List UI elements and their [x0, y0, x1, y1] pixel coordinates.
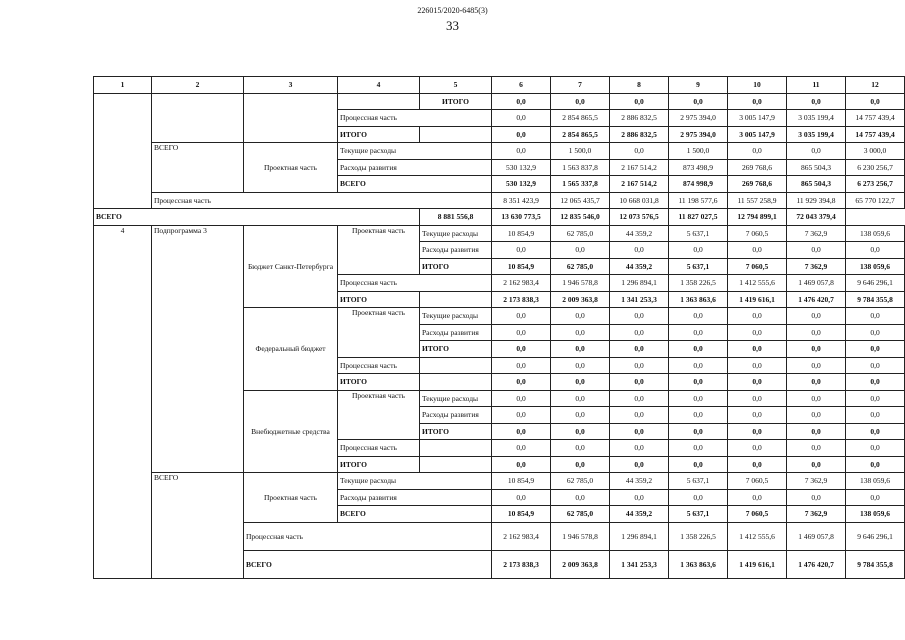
value-cell: 0,0	[492, 308, 551, 325]
value-cell: 0,0	[787, 423, 846, 440]
value-cell: 0,0	[610, 456, 669, 473]
label-dev: Расходы развития	[420, 242, 492, 259]
value-cell: 0,0	[492, 440, 551, 457]
value-cell: 0,0	[492, 93, 551, 110]
column-header: 2	[152, 77, 244, 94]
value-cell: 0,0	[551, 324, 610, 341]
value-cell: 0,0	[492, 242, 551, 259]
empty-cell	[420, 440, 492, 457]
value-cell: 0,0	[787, 308, 846, 325]
value-cell: 269 768,6	[728, 159, 787, 176]
value-cell: 0,0	[492, 489, 551, 506]
value-cell: 0,0	[551, 440, 610, 457]
value-cell: 0,0	[492, 407, 551, 424]
value-cell: 7 060,5	[728, 506, 787, 523]
column-header: 12	[846, 77, 905, 94]
value-cell: 0,0	[728, 440, 787, 457]
label-process: Процессная часть	[244, 522, 492, 550]
value-cell: 11 557 258,9	[728, 192, 787, 209]
value-cell: 2 854 865,5	[551, 126, 610, 143]
value-cell: 0,0	[610, 341, 669, 358]
value-cell: 62 785,0	[551, 258, 610, 275]
value-cell: 138 059,6	[846, 225, 905, 242]
empty-cell	[420, 357, 492, 374]
document-code: 226015/2020-6485(3)	[417, 6, 488, 15]
value-cell: 3 005 147,9	[728, 110, 787, 127]
value-cell: 0,0	[787, 242, 846, 259]
label-current: Текущие расходы	[420, 390, 492, 407]
value-cell: 9 646 296,1	[846, 275, 905, 292]
label-budget-spb: Бюджет Санкт-Петербурга	[244, 225, 338, 308]
value-cell: 1 412 555,6	[728, 275, 787, 292]
value-cell: 0,0	[728, 390, 787, 407]
value-cell: 0,0	[492, 110, 551, 127]
table-row	[94, 93, 905, 110]
label-vsego: ВСЕГО	[338, 176, 492, 193]
value-cell: 12 065 435,7	[551, 192, 610, 209]
label-project: Проектная часть	[338, 225, 420, 275]
label-dev: Расходы развития	[420, 407, 492, 424]
value-cell: 0,0	[787, 341, 846, 358]
empty-cell	[338, 93, 420, 110]
value-cell: 0,0	[492, 374, 551, 391]
value-cell: 1 469 057,8	[787, 522, 846, 550]
label-itogo: ИТОГО	[338, 456, 420, 473]
value-cell: 14 757 439,4	[846, 126, 905, 143]
value-cell: 0,0	[492, 423, 551, 440]
label-itogo: ИТОГО	[420, 341, 492, 358]
label-dev: Расходы развития	[338, 159, 492, 176]
value-cell: 6 273 256,7	[846, 176, 905, 193]
value-cell: 0,0	[846, 390, 905, 407]
label-project: Проектная часть	[338, 308, 420, 358]
value-cell: 0,0	[492, 341, 551, 358]
value-cell: 0,0	[728, 324, 787, 341]
value-cell: 0,0	[492, 390, 551, 407]
value-cell: 1 341 253,3	[610, 550, 669, 578]
value-cell: 2 167 514,2	[610, 159, 669, 176]
value-cell: 12 794 899,1	[728, 209, 787, 226]
value-cell: 3 035 199,4	[787, 126, 846, 143]
value-cell: 1 363 863,6	[669, 291, 728, 308]
value-cell: 44 359,2	[610, 506, 669, 523]
value-cell: 9 646 296,1	[846, 522, 905, 550]
value-cell: 0,0	[551, 93, 610, 110]
value-cell: 1 358 226,5	[669, 522, 728, 550]
value-cell: 0,0	[846, 489, 905, 506]
value-cell: 1 358 226,5	[669, 275, 728, 292]
value-cell: 0,0	[669, 390, 728, 407]
value-cell: 10 854,9	[492, 258, 551, 275]
value-cell: 8 881 556,8	[420, 209, 492, 226]
value-cell: 1 946 578,8	[551, 522, 610, 550]
value-cell: 2 854 865,5	[551, 110, 610, 127]
value-cell: 3 005 147,9	[728, 126, 787, 143]
value-cell: 0,0	[610, 242, 669, 259]
label-project: Проектная часть	[244, 473, 338, 523]
column-header: 10	[728, 77, 787, 94]
value-cell: 0,0	[551, 456, 610, 473]
value-cell: 5 637,1	[669, 473, 728, 490]
value-cell: 0,0	[787, 456, 846, 473]
value-cell: 14 757 439,4	[846, 110, 905, 127]
label-vsego: ВСЕГО	[152, 143, 244, 193]
column-header: 11	[787, 77, 846, 94]
value-cell: 0,0	[551, 308, 610, 325]
value-cell: 0,0	[728, 93, 787, 110]
value-cell: 1 476 420,7	[787, 291, 846, 308]
value-cell: 5 637,1	[669, 258, 728, 275]
label-process: Процессная часть	[338, 110, 492, 127]
value-cell: 0,0	[551, 374, 610, 391]
value-cell: 44 359,2	[610, 258, 669, 275]
value-cell: 8 351 423,9	[492, 192, 551, 209]
label-dev: Расходы развития	[338, 489, 492, 506]
value-cell: 0,0	[610, 489, 669, 506]
value-cell: 9 784 355,8	[846, 291, 905, 308]
value-cell: 44 359,2	[610, 473, 669, 490]
label-project: Проектная часть	[244, 143, 338, 193]
value-cell: 0,0	[846, 374, 905, 391]
value-cell: 2 173 838,3	[492, 291, 551, 308]
value-cell: 865 504,3	[787, 159, 846, 176]
value-cell: 0,0	[787, 407, 846, 424]
value-cell: 0,0	[669, 440, 728, 457]
value-cell: 138 059,6	[846, 473, 905, 490]
value-cell: 0,0	[669, 324, 728, 341]
value-cell: 0,0	[492, 324, 551, 341]
value-cell: 0,0	[846, 456, 905, 473]
value-cell: 13 630 773,5	[492, 209, 551, 226]
value-cell: 0,0	[787, 357, 846, 374]
value-cell: 0,0	[728, 456, 787, 473]
value-cell: 11 827 027,5	[669, 209, 728, 226]
value-cell: 0,0	[846, 423, 905, 440]
value-cell: 7 060,5	[728, 225, 787, 242]
value-cell: 2 975 394,0	[669, 126, 728, 143]
column-header: 6	[492, 77, 551, 94]
value-cell: 0,0	[551, 242, 610, 259]
value-cell: 0,0	[846, 440, 905, 457]
value-cell: 3 000,0	[846, 143, 905, 160]
empty-cell	[420, 291, 492, 308]
value-cell: 0,0	[669, 93, 728, 110]
value-cell: 7 362,9	[787, 506, 846, 523]
value-cell: 1 341 253,3	[610, 291, 669, 308]
value-cell: 2 975 394,0	[669, 110, 728, 127]
value-cell: 12 835 546,0	[551, 209, 610, 226]
value-cell: 0,0	[551, 423, 610, 440]
value-cell: 0,0	[846, 341, 905, 358]
table-row	[94, 192, 905, 209]
label-itogo: ИТОГО	[338, 374, 420, 391]
value-cell: 1 469 057,8	[787, 275, 846, 292]
column-header: 3	[244, 77, 338, 94]
label-vsego: ВСЕГО	[338, 506, 492, 523]
value-cell: 138 059,6	[846, 506, 905, 523]
value-cell: 0,0	[669, 308, 728, 325]
value-cell: 2 173 838,3	[492, 550, 551, 578]
value-cell: 874 998,9	[669, 176, 728, 193]
empty-cell	[420, 374, 492, 391]
value-cell: 12 073 576,5	[610, 209, 669, 226]
value-cell: 0,0	[551, 357, 610, 374]
label-offbudget: Внебюджетные средства	[244, 390, 338, 473]
label-process: Процессная часть	[338, 275, 492, 292]
value-cell: 5 637,1	[669, 506, 728, 523]
value-cell: 1 565 337,8	[551, 176, 610, 193]
column-header: 5	[420, 77, 492, 94]
value-cell: 6 230 256,7	[846, 159, 905, 176]
value-cell: 0,0	[610, 390, 669, 407]
cont-col1	[94, 93, 152, 209]
value-cell: 0,0	[787, 440, 846, 457]
page-number: 33	[446, 18, 459, 33]
label-dev: Расходы развития	[420, 324, 492, 341]
value-cell: 7 362,9	[787, 258, 846, 275]
value-cell: 1 500,0	[551, 143, 610, 160]
value-cell: 0,0	[846, 324, 905, 341]
value-cell: 0,0	[610, 324, 669, 341]
value-cell: 2 162 983,4	[492, 522, 551, 550]
value-cell: 1 946 578,8	[551, 275, 610, 292]
table-row	[94, 225, 905, 242]
value-cell: 7 060,5	[728, 258, 787, 275]
value-cell: 1 476 420,7	[787, 550, 846, 578]
value-cell: 11 929 394,8	[787, 192, 846, 209]
value-cell: 873 498,9	[669, 159, 728, 176]
label-current: Текущие расходы	[338, 143, 492, 160]
value-cell: 0,0	[728, 374, 787, 391]
value-cell: 10 854,9	[492, 506, 551, 523]
value-cell: 0,0	[669, 374, 728, 391]
value-cell: 0,0	[787, 93, 846, 110]
value-cell: 0,0	[728, 308, 787, 325]
value-cell: 0,0	[728, 341, 787, 358]
value-cell: 2 009 363,8	[551, 291, 610, 308]
value-cell: 10 854,9	[492, 225, 551, 242]
value-cell: 0,0	[610, 93, 669, 110]
value-cell: 7 362,9	[787, 225, 846, 242]
label-project: Проектная часть	[338, 390, 420, 440]
value-cell: 0,0	[846, 308, 905, 325]
label-itogo: ИТОГО	[420, 423, 492, 440]
value-cell: 11 198 577,6	[669, 192, 728, 209]
value-cell: 3 035 199,4	[787, 110, 846, 127]
value-cell: 0,0	[610, 374, 669, 391]
value-cell: 0,0	[846, 242, 905, 259]
value-cell: 0,0	[610, 407, 669, 424]
value-cell: 0,0	[669, 407, 728, 424]
column-header: 8	[610, 77, 669, 94]
value-cell: 269 768,6	[728, 176, 787, 193]
value-cell: 9 784 355,8	[846, 550, 905, 578]
value-cell: 1 419 616,1	[728, 291, 787, 308]
value-cell: 0,0	[492, 126, 551, 143]
value-cell: 0,0	[787, 143, 846, 160]
value-cell: 530 132,9	[492, 159, 551, 176]
value-cell: 0,0	[787, 374, 846, 391]
label-current: Текущие расходы	[420, 225, 492, 242]
table-row	[94, 209, 905, 226]
value-cell: 0,0	[492, 456, 551, 473]
column-header: 1	[94, 77, 152, 94]
value-cell: 1 412 555,6	[728, 522, 787, 550]
value-cell: 1 296 894,1	[610, 275, 669, 292]
value-cell: 65 770 122,7	[846, 192, 905, 209]
label-process: Процессная часть	[338, 440, 420, 457]
value-cell: 0,0	[551, 489, 610, 506]
value-cell: 1 296 894,1	[610, 522, 669, 550]
label-vsego: ВСЕГО	[152, 473, 244, 579]
value-cell: 0,0	[610, 423, 669, 440]
value-cell: 2 886 832,5	[610, 126, 669, 143]
value-cell: 0,0	[728, 242, 787, 259]
value-cell: 0,0	[610, 357, 669, 374]
value-cell: 865 504,3	[787, 176, 846, 193]
value-cell: 0,0	[787, 390, 846, 407]
value-cell: 0,0	[846, 407, 905, 424]
value-cell: 1 419 616,1	[728, 550, 787, 578]
value-cell: 0,0	[492, 357, 551, 374]
value-cell: 7 362,9	[787, 473, 846, 490]
value-cell: 0,0	[610, 143, 669, 160]
value-cell: 0,0	[669, 489, 728, 506]
value-cell: 1 500,0	[669, 143, 728, 160]
label-vsego: ВСЕГО	[94, 209, 420, 226]
value-cell: 1 363 863,6	[669, 550, 728, 578]
header-row	[94, 77, 905, 94]
value-cell: 0,0	[787, 324, 846, 341]
value-cell: 0,0	[610, 440, 669, 457]
value-cell: 5 637,1	[669, 225, 728, 242]
subprogram-label: Подпрограмма 3	[152, 225, 244, 473]
value-cell: 72 043 379,4	[787, 209, 846, 226]
value-cell: 0,0	[787, 489, 846, 506]
value-cell: 530 132,9	[492, 176, 551, 193]
cont-col3	[244, 93, 338, 143]
label-current: Текущие расходы	[338, 473, 492, 490]
value-cell: 2 167 514,2	[610, 176, 669, 193]
value-cell: 7 060,5	[728, 473, 787, 490]
label-itogo: ИТОГО	[420, 93, 492, 110]
value-cell: 138 059,6	[846, 258, 905, 275]
value-cell: 0,0	[610, 308, 669, 325]
label-itogo: ИТОГО	[338, 291, 420, 308]
value-cell: 0,0	[669, 341, 728, 358]
value-cell: 0,0	[551, 390, 610, 407]
column-header: 7	[551, 77, 610, 94]
table-row	[94, 143, 905, 160]
value-cell: 0,0	[728, 143, 787, 160]
column-header: 9	[669, 77, 728, 94]
value-cell: 0,0	[669, 456, 728, 473]
value-cell: 2 886 832,5	[610, 110, 669, 127]
budget-table	[93, 76, 905, 579]
value-cell: 0,0	[728, 407, 787, 424]
value-cell: 2 009 363,8	[551, 550, 610, 578]
label-itogo: ИТОГО	[338, 126, 420, 143]
cont-col2	[152, 93, 244, 143]
value-cell: 0,0	[551, 341, 610, 358]
value-cell: 0,0	[846, 357, 905, 374]
label-vsego: ВСЕГО	[244, 550, 492, 578]
label-federal: Федеральный бюджет	[244, 308, 338, 391]
column-header: 4	[338, 77, 420, 94]
value-cell: 0,0	[492, 143, 551, 160]
value-cell: 0,0	[728, 357, 787, 374]
value-cell: 0,0	[669, 423, 728, 440]
value-cell: 1 563 837,8	[551, 159, 610, 176]
table-row	[94, 473, 905, 490]
value-cell: 0,0	[728, 489, 787, 506]
value-cell: 10 854,9	[492, 473, 551, 490]
label-itogo: ИТОГО	[420, 258, 492, 275]
value-cell: 0,0	[669, 242, 728, 259]
label-current: Текущие расходы	[420, 308, 492, 325]
value-cell: 10 668 031,8	[610, 192, 669, 209]
empty-cell	[420, 456, 492, 473]
value-cell: 62 785,0	[551, 473, 610, 490]
row-number: 4	[94, 225, 152, 578]
value-cell: 0,0	[728, 423, 787, 440]
value-cell: 0,0	[846, 93, 905, 110]
label-process: Процессная часть	[338, 357, 420, 374]
empty-cell	[420, 126, 492, 143]
value-cell: 2 162 983,4	[492, 275, 551, 292]
value-cell: 0,0	[551, 407, 610, 424]
value-cell: 62 785,0	[551, 225, 610, 242]
value-cell: 62 785,0	[551, 506, 610, 523]
value-cell: 44 359,2	[610, 225, 669, 242]
value-cell: 0,0	[669, 357, 728, 374]
label-process: Процессная часть	[152, 192, 492, 209]
